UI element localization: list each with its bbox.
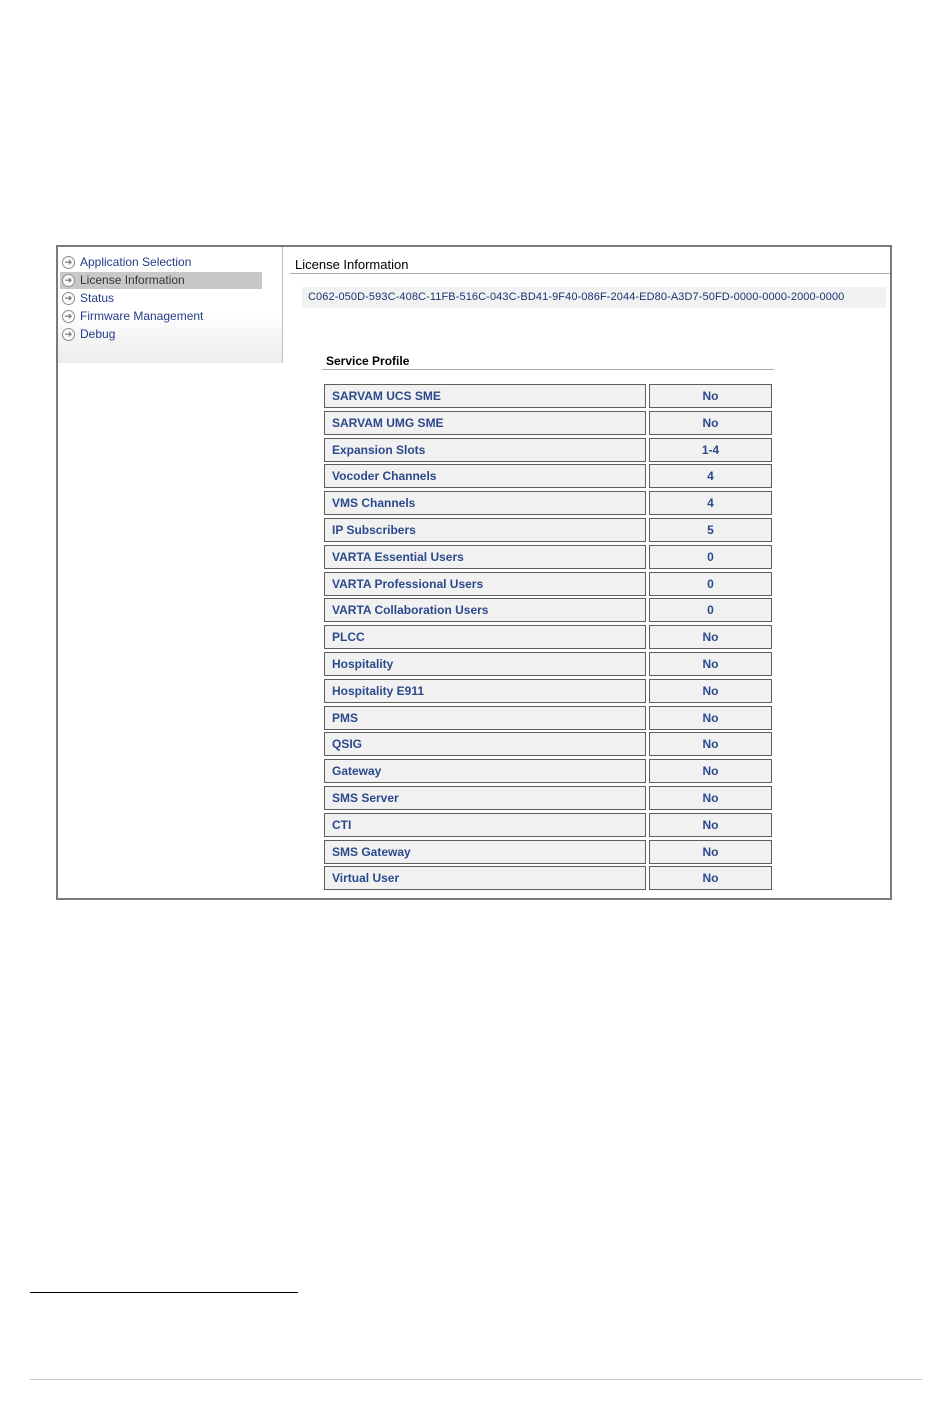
sidebar-item-status[interactable] <box>60 290 262 307</box>
service-value-cell: 4 <box>649 491 772 515</box>
title-divider <box>290 273 890 274</box>
service-name-cell: IP Subscribers <box>324 518 646 542</box>
arrow-right-circle-icon: ➔ <box>62 256 75 269</box>
table-row <box>324 866 772 893</box>
table-row <box>324 438 772 465</box>
service-name-cell: SMS Server <box>324 786 646 810</box>
table-row <box>324 384 772 411</box>
service-profile-table <box>324 384 772 893</box>
table-row <box>324 759 772 786</box>
sidebar-item-license-information[interactable] <box>60 272 262 289</box>
service-name-cell: Expansion Slots <box>324 438 646 462</box>
service-name-cell: SARVAM UCS SME <box>324 384 646 408</box>
service-name-cell: SMS Gateway <box>324 840 646 864</box>
service-name-cell: CTI <box>324 813 646 837</box>
service-value-cell: No <box>649 384 772 408</box>
arrow-right-circle-icon: ➔ <box>62 328 75 341</box>
sidebar-divider <box>282 247 283 363</box>
license-key-field: C062-050D-593C-408C-11FB-516C-043C-BD41-9F40-086F-2044-ED80-A3D7-50FD-0000-0000-2000-0000 <box>302 287 886 308</box>
service-value-cell: 5 <box>649 518 772 542</box>
screenshot-frame <box>56 245 892 900</box>
service-name-cell: VMS Channels <box>324 491 646 515</box>
service-value-cell: No <box>649 759 772 783</box>
page-footer-divider <box>30 1379 922 1380</box>
service-name-cell: PMS <box>324 706 646 730</box>
service-value-cell: No <box>649 679 772 703</box>
service-name-cell: Hospitality <box>324 652 646 676</box>
table-row <box>324 491 772 518</box>
table-row <box>324 732 772 759</box>
service-value-cell: No <box>649 706 772 730</box>
sidebar-item-debug[interactable] <box>60 326 262 343</box>
sidebar-item-label: License Information <box>80 273 185 287</box>
table-row <box>324 679 772 706</box>
sidebar-item-label: Status <box>80 291 115 305</box>
service-name-cell: QSIG <box>324 732 646 756</box>
sidebar-item-label: Application Selection <box>80 255 192 269</box>
service-name-cell: SARVAM UMG SME <box>324 411 646 435</box>
service-name-cell: Virtual User <box>324 866 646 890</box>
table-row <box>324 411 772 438</box>
table-row <box>324 572 772 599</box>
service-name-cell: PLCC <box>324 625 646 649</box>
table-row <box>324 625 772 652</box>
sidebar-item-application-selection[interactable] <box>60 254 262 271</box>
table-row <box>324 813 772 840</box>
service-name-cell: Gateway <box>324 759 646 783</box>
service-value-cell: 0 <box>649 598 772 622</box>
service-value-cell: 0 <box>649 572 772 596</box>
service-value-cell: No <box>649 652 772 676</box>
service-value-cell: 1-4 <box>649 438 772 462</box>
service-value-cell: No <box>649 840 772 864</box>
table-row <box>324 464 772 491</box>
section-divider <box>322 369 774 370</box>
table-row <box>324 518 772 545</box>
service-value-cell: 0 <box>649 545 772 569</box>
table-row <box>324 598 772 625</box>
service-value-cell: No <box>649 625 772 649</box>
arrow-right-circle-icon: ➔ <box>62 292 75 305</box>
sidebar-item-label: Firmware Management <box>80 309 204 323</box>
service-value-cell: No <box>649 411 772 435</box>
sidebar <box>58 247 283 363</box>
table-row <box>324 652 772 679</box>
table-row <box>324 706 772 733</box>
sidebar-item-label: Debug <box>80 327 116 341</box>
service-profile-title: Service Profile <box>326 354 410 368</box>
table-row <box>324 840 772 867</box>
service-name-cell: VARTA Collaboration Users <box>324 598 646 622</box>
table-row <box>324 545 772 572</box>
service-name-cell: VARTA Professional Users <box>324 572 646 596</box>
service-value-cell: No <box>649 732 772 756</box>
arrow-right-circle-icon: ➔ <box>62 274 75 287</box>
sidebar-item-firmware-management[interactable] <box>60 308 262 325</box>
service-value-cell: 4 <box>649 464 772 488</box>
service-value-cell: No <box>649 866 772 890</box>
service-name-cell: VARTA Essential Users <box>324 545 646 569</box>
service-name-cell: Hospitality E911 <box>324 679 646 703</box>
footnote-divider <box>30 1292 298 1293</box>
table-row <box>324 786 772 813</box>
service-value-cell: No <box>649 786 772 810</box>
page-title: License Information <box>295 257 409 272</box>
service-name-cell: Vocoder Channels <box>324 464 646 488</box>
arrow-right-circle-icon: ➔ <box>62 310 75 323</box>
service-value-cell: No <box>649 813 772 837</box>
